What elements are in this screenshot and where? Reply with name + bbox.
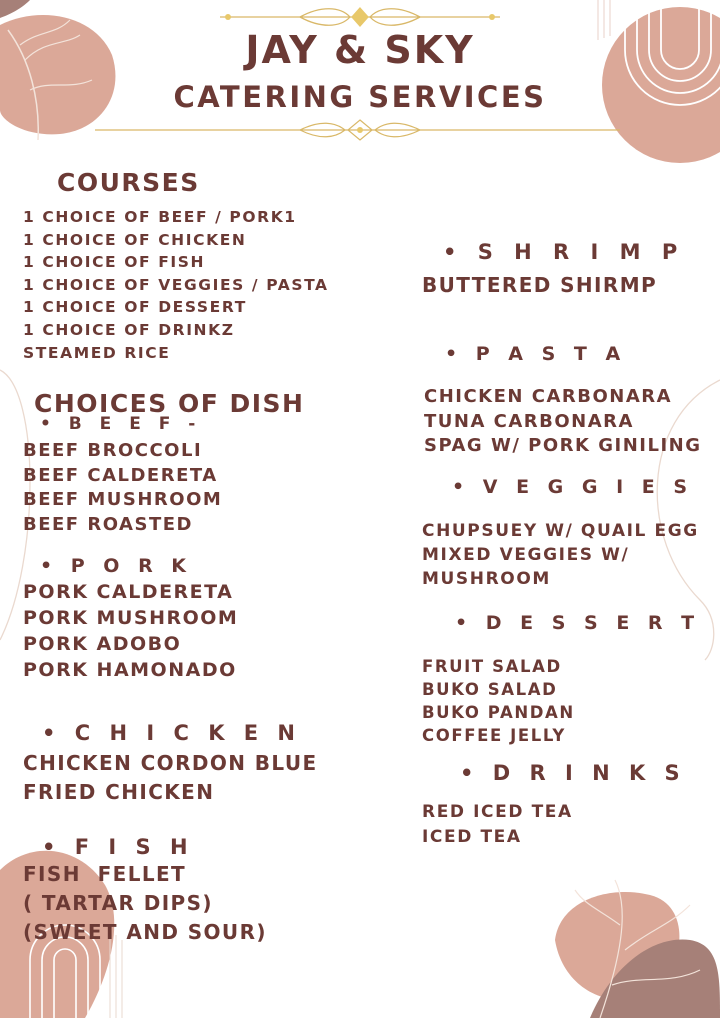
chicken-label: • C H I C K E N — [42, 721, 302, 745]
list-item: MUSHROOM — [422, 569, 551, 589]
list-item: PORK ADOBO — [23, 633, 182, 655]
dessert-list — [422, 655, 575, 747]
list-item: 1 CHOICE OF DRINKZ — [23, 320, 235, 339]
list-item: 1 CHOICE OF FISH — [23, 253, 206, 272]
list-item: BUKO SALAD — [422, 680, 558, 699]
drinks-label: • D R I N K S — [460, 761, 686, 785]
drinks-list — [422, 800, 573, 850]
veggies-label: • V E G G I E S — [452, 476, 694, 498]
list-item: STEAMED RICE — [23, 343, 171, 362]
fish-list — [23, 860, 267, 947]
list-item: ( TARTAR DIPS) — [23, 891, 213, 915]
list-item: BUKO PANDAN — [422, 703, 575, 722]
list-item: FRUIT SALAD — [422, 657, 562, 676]
list-item: 1 CHOICE OF BEEF / PORK1 — [23, 208, 297, 226]
beef-label: • B E E F - — [40, 414, 202, 434]
list-item: BEEF MUSHROOM — [23, 489, 223, 510]
list-item: COFFEE JELLY — [422, 726, 566, 745]
list-item: RED ICED TEA — [422, 802, 573, 822]
list-item: CHICKEN CORDON BLUE — [23, 751, 318, 775]
top-ornament — [220, 8, 500, 26]
list-item: SPAG W/ PORK GINILING — [424, 435, 702, 456]
list-item: TUNA CARBONARA — [424, 410, 634, 432]
bottom-ornament — [95, 120, 620, 140]
list-item: CHUPSUEY W/ QUAIL EGG — [422, 521, 699, 541]
list-item: PORK MUSHROOM — [23, 607, 239, 629]
dessert-label: • D E S S E R T — [455, 612, 701, 634]
courses-list — [23, 206, 329, 364]
list-item: CHICKEN CARBONARA — [424, 386, 673, 407]
pasta-list — [424, 385, 701, 459]
list-item: 1 CHOICE OF CHICKEN — [23, 230, 247, 249]
pork-list — [23, 579, 238, 683]
courses-heading: COURSES — [57, 168, 200, 197]
list-item: (SWEET AND SOUR) — [23, 920, 267, 944]
choices-heading: CHOICES OF DISH — [34, 389, 305, 418]
shrimp-item: BUTTERED SHIRMP — [422, 273, 658, 297]
list-item: PORK HAMONADO — [23, 659, 237, 681]
list-item: BEEF BROCCOLI — [23, 440, 203, 461]
list-item: 1 CHOICE OF VEGGIES / PASTA — [23, 275, 329, 294]
list-item: BEEF ROASTED — [23, 513, 193, 535]
veggies-list — [422, 519, 699, 591]
pork-label: • P O R K — [40, 555, 193, 577]
subtitle: CATERING SERVICES — [173, 80, 547, 114]
chicken-list — [23, 749, 318, 807]
list-item: FRIED CHICKEN — [23, 780, 215, 804]
list-item: ICED TEA — [422, 827, 522, 847]
list-item: PORK CALDERETA — [23, 581, 234, 603]
list-item: BEEF CALDERETA — [23, 464, 218, 486]
title: JAY & SKY — [245, 28, 475, 72]
list-item: 1 CHOICE OF DESSERT — [23, 298, 247, 317]
pasta-label: • P A S T A — [445, 343, 627, 365]
shrimp-label: • S H R I M P — [443, 240, 685, 264]
fish-label: • F I S H — [42, 835, 194, 859]
list-item: FISH FELLET — [23, 862, 187, 886]
beef-list — [23, 439, 222, 537]
list-item: MIXED VEGGIES W/ — [422, 545, 630, 565]
